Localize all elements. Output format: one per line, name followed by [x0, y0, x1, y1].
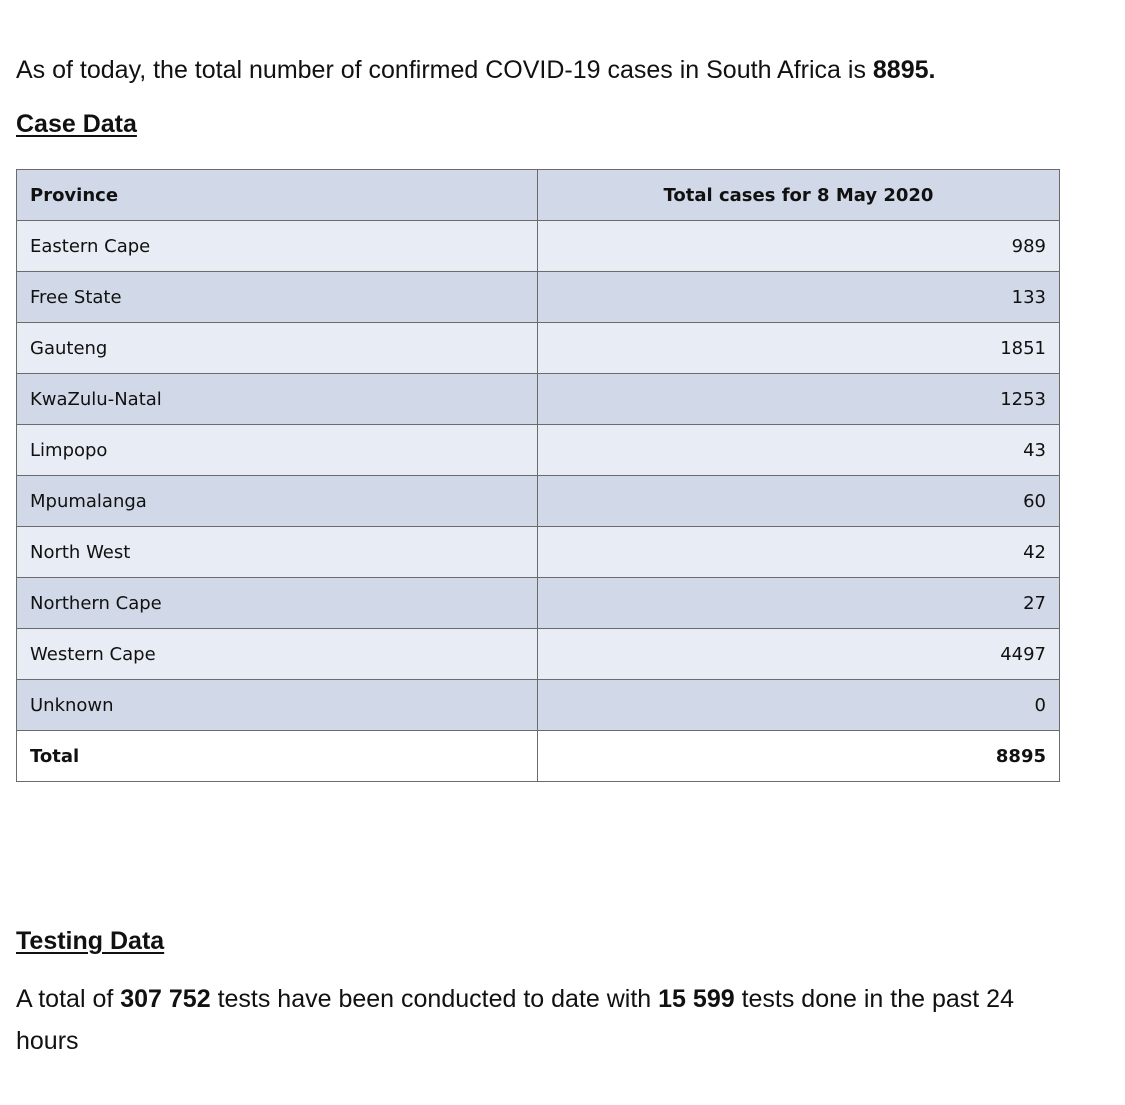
testing-data-heading: Testing Data: [16, 927, 165, 955]
testing-text-part3: tests done in the past 24 hours: [16, 985, 1014, 1055]
cases-cell: 989: [538, 221, 1060, 272]
table-row: [17, 272, 1060, 323]
cases-cell: 1851: [538, 323, 1060, 374]
province-cell: Gauteng: [17, 323, 538, 374]
intro-text: As of today, the total number of confirmed COVID-19 cases in South Africa is: [16, 56, 873, 84]
cases-cell: 42: [538, 527, 1060, 578]
province-cell: KwaZulu-Natal: [17, 374, 538, 425]
province-cell: Free State: [17, 272, 538, 323]
table-row: [17, 221, 1060, 272]
province-cell: Mpumalanga: [17, 476, 538, 527]
testing-text-part1: A total of: [16, 985, 121, 1013]
province-cell: Limpopo: [17, 425, 538, 476]
daily-tests-value: 15 599: [658, 985, 735, 1013]
total-cases-cell: 8895: [538, 731, 1060, 782]
province-cell: Eastern Cape: [17, 221, 538, 272]
table-header-row: [17, 170, 1060, 221]
testing-sentence: [16, 978, 1066, 1062]
cases-cell: 1253: [538, 374, 1060, 425]
total-tests-value: 307 752: [120, 985, 211, 1013]
province-cell: Unknown: [17, 680, 538, 731]
case-data-table: [16, 169, 1060, 782]
total-cases-column-header: Total cases for 8 May 2020: [538, 170, 1060, 221]
table-body: [17, 221, 1060, 782]
table-row: [17, 374, 1060, 425]
cases-cell: 43: [538, 425, 1060, 476]
table-row: [17, 425, 1060, 476]
intro-sentence: [16, 54, 935, 86]
table-row: [17, 323, 1060, 374]
province-cell: Western Cape: [17, 629, 538, 680]
case-data-heading: Case Data: [16, 110, 137, 138]
cases-cell: 4497: [538, 629, 1060, 680]
table-row: [17, 578, 1060, 629]
testing-text-part2: tests have been conducted to date with: [210, 985, 659, 1013]
table-row: [17, 476, 1060, 527]
province-cell: North West: [17, 527, 538, 578]
table-row: [17, 680, 1060, 731]
cases-cell: 0: [538, 680, 1060, 731]
intro-total-cases: 8895.: [872, 56, 936, 84]
total-label-cell: Total: [17, 731, 538, 782]
cases-cell: 27: [538, 578, 1060, 629]
total-row: [17, 731, 1060, 782]
table-row: [17, 527, 1060, 578]
cases-cell: 133: [538, 272, 1060, 323]
table-row: [17, 629, 1060, 680]
cases-cell: 60: [538, 476, 1060, 527]
province-cell: Northern Cape: [17, 578, 538, 629]
province-column-header: Province: [17, 170, 538, 221]
